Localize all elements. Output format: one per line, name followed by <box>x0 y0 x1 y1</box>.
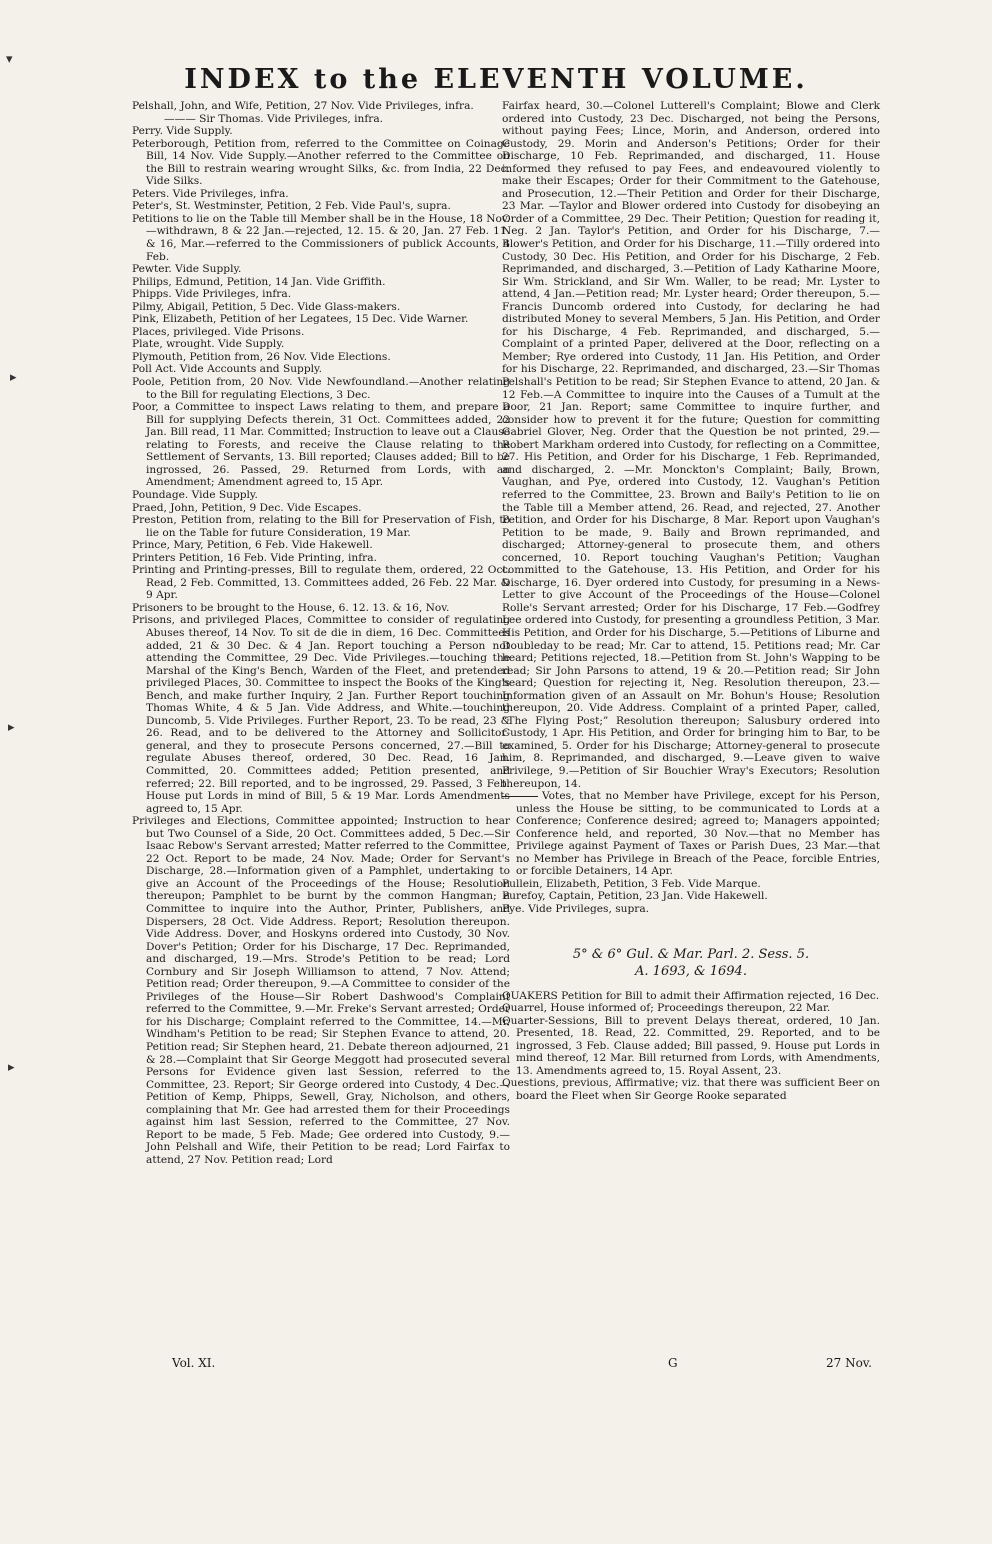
index-entry: Pilmy, Abigail, Petition, 5 Dec. Vide Glass-makers. <box>132 300 401 313</box>
index-entry: Printing and Printing-presses, Bill to regulate them, ordered, 22 Oct. Read, 2 Feb. Committed, 13. Committees added, 26 Feb. 22 Mar. & 9 Apr. <box>132 564 510 602</box>
index-entry: Pewter. Vide Supply. <box>132 263 242 276</box>
session-line-1: 5° & 6° Gul. & Mar. Parl. 2. Sess. 5. <box>572 946 810 962</box>
index-entry: Prince, Mary, Petition, 6 Feb. Vide Hakewell. <box>132 539 373 552</box>
index-entry: Fairfax heard, 30.—Colonel Lutterell's Complaint; Blowe and Clerk ordered into Custody, 23 Dec. Discharged, not being the Persons, without paying Fees; Lince, Morin, and Anderson, ordered into Custody, 29. Morin and Anderson's Petitions; Order for their Discharge, 10 Feb. Reprimanded, and discharged, 11. House informed they refused to pay Fees, and endeavoured violently to make their Escapes; Order for their Commitment to the Gatehouse, and Prosecution, 12.—Their Petition and Order for their Discharge, 23 Mar. —Taylor and Blower ordered into Custody for disobeying an Order of a Committee, 29 Dec. Their Petition; Question for reading it, Neg. 2 Jan. Taylor's Petition, and Order for his Discharge, 7.—Blower's Petition, and Order for his Discharge, 11.—Tilly ordered into Custody, 30 Dec. His Petition, and Order for his Discharge, 2 Feb. Reprimanded, and discharged, 3.—Petition of Lady Katharine Moore, Sir Wm. Strickland, and Sir Wm. Waller, to be read; Mr. Lyster to attend, 4 Jan.—Petition read; Mr. Lyster heard; Order thereupon, 5.—Francis Duncomb ordered into Custody, for declaring he had distributed Money to several Members, 5 Jan. His Petition, and Order for his Discharge, 4 Feb. Reprimanded, and discharged, 5.—Complaint of a printed Paper, delivered at the Door, reflecting on a Member; Rye ordered into Custody, 11 Jan. His Petition, and Order for his Discharge, 22. Reprimanded, and discharged, 23.—Sir Thomas Pelshall's Petition to be read; Sir Stephen Evance to attend, 20 Jan. & 12 Feb.—A Committee to inquire into the Causes of a Tumult at the Door, 21 Jan. Report; same Committee to inquire further, and consider how to prevent it for the future; Question for committing Gabriel Glover, Neg. Order that the Question be not printed, 29.—Robert Markham ordered into Custody, for reflecting on a Committee, 27. His Petition, and Order for his Discharge, 1 Feb. Reprimanded, and discharged, 2. —Mr. Monckton's Complaint; Baily, Brown, Vaughan, and Pye, ordered into Custody, 12. Vaughan's Petition referred to the Committee, 23. Brown and Baily's Petition to lie on the Table till a Member attend, 26. Read, and rejected, 27. Another Petition, and Order for his Discharge, 8 Mar. Report upon Vaughan's Petition to be made, 9. Baily and Brown reprimanded, and discharged; Attorney-general to prosecute them, and others concerned, 10. Report touching Vaughan's Petition; Vaughan committed to the Gatehouse, 13. His Petition, and Order for his Discharge, 16. Dyer ordered into Custody, for presuming in a News-Letter to give Account of the Proceedings of the House—Colonel Rolle's Servant arrested; Order for his Discharge, 17 Feb.—Godfrey Lee ordered into Custody, for presenting a groundless Petition, 3 Mar. His Petition, and Order for his Discharge, 5.—Petitions of Liburne and Doubleday to be read; Mr. Car to attend, 15. Petitions read; Mr. Car heard; Petitions rejected, 18.—Petition from St. John's Wapping to be read; Sir John Parsons to attend, 19 & 20.—Petition read; Sir John heard; Question for rejecting it, Neg. Resolution thereupon, 23.—Information given of an Assault on Mr. Bohun's House; Resolution thereupon, 20. Vide Address. Complaint of a printed Paper, called, “The Flying Post;” Resolution thereupon; Salusbury ordered into Custody, 1 Apr. His Petition, and Order for bringing him to Bar, to be examined, 5. Order for his Discharge; Attorney-general to prosecute him, 8. Reprimanded, and discharged, 9.—Leave given to waive Privilege, 9.—Petition of Sir Bouchier Wray's Executors; Resolution thereupon, 14. <box>502 100 880 790</box>
footer-volume: Vol. XI. <box>172 1356 216 1370</box>
index-entry: Peters. Vide Privileges, infra. <box>132 187 289 200</box>
index-entry: Preston, Petition from, relating to the Bill for Preservation of Fish, to lie on the Table for future Consideration, 19 Mar. <box>132 514 510 539</box>
index-entry: Privileges and Elections, Committee appointed; Instruction to hear but Two Counsel of a Side, 20 Oct. Committees added, 5 Dec.—Sir Isaac Rebow's Servant arrested; Matter referred to the Committee, 22 Oct. Report to be made, 24 Nov. Made; Order for Servant's Discharge, 28.—Information given of a Pamphlet, undertaking to give an Account of the Proceedings of the House; Resolution thereupon; Pamphlet to be burnt by the common Hangman; a Committee to inquire into the Author, Printer, Publishers, and Dispersers, 28 Oct. Vide Address. Report; Resolution thereupon. Vide Address. Dover, and Hoskyns ordered into Custody, 30 Nov. Dover's Petition; Order for his Discharge, 17 Dec. Reprimanded, and discharged, 19.—Mrs. Strode's Petition to be read; Lord Cornbury and Sir Joseph Williamson to attend, 7 Nov. Attend; Petition read; Order thereupon, 9.—A Committee to consider of the Privileges of the House—Sir Robert Dashwood's Complaint referred to the Committee, 9.—Mr. Freke's Servant arrested; Order for his Discharge; Complaint referred to the Committee, 14.—Mr. Windham's Petition to be read; Sir Stephen Evance to attend, 20. Petition read; Sir Stephen heard, 21. Debate thereon adjourned, 21 & 28.—Complaint that Sir George Meggott had prosecuted several Persons for Evidence given last Session, referred to the Committee, 23. Report; Sir George ordered into Custody, 4 Dec.—Petition of Kemp, Phipps, Sewell, Gray, Nicholson, and others, complaining that Mr. Gee had arrested them for their Proceedings against him last Session, referred to the Committee, 27 Nov. Report to be made, 5 Feb. Made; Gee ordered into Custody, 9.—John Pelshall and Wife, their Petition to be read; Lord Fairfax to attend, 27 Nov. Petition read; Lord <box>132 815 510 1166</box>
session-line-2: A. 1693, & 1694. <box>635 963 747 979</box>
index-entry: Peter's, St. Westminster, Petition, 2 Feb. Vide Paul's, supra. <box>132 200 451 213</box>
footer-catchword: 27 Nov. <box>826 1356 872 1370</box>
index-entry: Purefoy, Captain, Petition, 23 Jan. Vide Hakewell. <box>502 890 768 903</box>
index-entry: Perry. Vide Supply. <box>132 125 233 138</box>
index-entry: Phipps. Vide Privileges, infra. <box>132 288 292 301</box>
index-entry: Places, privileged. Vide Prisons. <box>132 325 305 338</box>
footer-signature: G <box>668 1356 678 1370</box>
index-entry: Plate, wrought. Vide Supply. <box>132 338 285 351</box>
index-entry: QUAKERS Petition for Bill to admit their Affirmation rejected, 16 Dec. <box>502 989 880 1002</box>
margin-mark-icon: ▸ <box>8 720 15 735</box>
index-entry: Poundage. Vide Supply. <box>132 488 258 501</box>
index-entry: Pye. Vide Privileges, supra. <box>502 903 650 915</box>
dash-rule <box>502 796 538 797</box>
index-entry: Prisons, and privileged Places, Committee to consider of regulating Abuses thereof, 14 Nov. To sit de die in diem, 16 Dec. Committees added, 21 & 30 Dec. & 4 Jan. Report touching a Person not attending the Committee, 29 Dec. Vide Privileges.—touching the Marshal of the King's Bench, Warden of the Fleet, and pretended privileged Places, 30. Committee to inspect the Books of the King's Bench, and make further Inquiry, 2 Jan. Further Report touching Thomas White, 4 & 5 Jan. Vide Address, and White.—touching Duncomb, 5. Vide Privileges. Further Report, 23. To be read, 23 & 26. Read, and to be delivered to the Attorney and Sollicitor-general, and they to prosecute Persons concerned, 27.—Bill to regulate Abuses thereof, ordered, 30 Dec. Read, 16 Jan. Committed, 20. Committees added; Petition presented, and referred; 22. Bill reported, and to be ingrossed, 29. Passed, 3 Feb. House put Lords in mind of Bill, 5 & 19 Mar. Lords Amendments agreed to, 15 Apr. <box>132 614 510 815</box>
index-entry: Plymouth, Petition from, 26 Nov. Vide Elections. <box>132 350 391 363</box>
index-entry: ——— Sir Thomas. Vide Privileges, infra. <box>164 112 384 125</box>
margin-mark-icon: ▸ <box>10 370 17 385</box>
index-entry: Quarrel, House informed of; Proceedings thereupon, 22 Mar. <box>502 1002 831 1015</box>
index-entry: Pullein, Elizabeth, Petition, 3 Feb. Vide Marque. <box>502 877 761 890</box>
index-entry: Questions, previous, Affirmative; viz. that there was sufficient Beer on board the Fleet when Sir George Rooke separated <box>502 1077 880 1102</box>
index-entry: Poole, Petition from, 20 Nov. Vide Newfoundland.—Another relating to the Bill for regulating Elections, 3 Dec. <box>132 376 510 401</box>
index-entry: Petitions to lie on the Table till Member shall be in the House, 18 Nov.—withdrawn, 8 & 22 Jan.—rejected, 12. 15. & 20, Jan. 27 Feb. 11. & 16, Mar.—referred to the Commissioners of publick Accounts, 4 Feb. <box>132 212 510 263</box>
index-entry: Praed, John, Petition, 9 Dec. Vide Escapes. <box>132 501 362 514</box>
index-entry: Printers Petition, 16 Feb. Vide Printing, infra. <box>132 551 377 564</box>
index-entry: Pink, Elizabeth, Petition of her Legatees, 15 Dec. Vide Warner. <box>132 313 469 326</box>
margin-mark-icon: ▾ <box>6 52 13 67</box>
index-entry: Quarter-Sessions, Bill to prevent Delays thereat, ordered, 10 Jan. Presented, 18. Read, 22. Committed, 29. Reported, and to be ingrossed, 3 Feb. Clause added; Bill passed, 9. House put Lords in mind thereof, 12 Mar. Bill returned from Lords, with Amendments, 13. Amendments agreed to, 15. Royal Assent, 23. <box>502 1014 880 1077</box>
page-title: INDEX to the ELEVENTH VOLUME. <box>184 64 808 95</box>
right-column <box>502 100 880 1102</box>
index-entry: Pelshall, John, and Wife, Petition, 27 Nov. Vide Privileges, infra. <box>132 100 474 112</box>
index-entry: Peterborough, Petition from, referred to the Committee on Coinage Bill, 14 Nov. Vide Supply.—Another referred to the Committee on the Bill to restrain wearing wrought Silks, &c. from India, 22 Dec. Vide Silks. <box>132 137 510 188</box>
index-entry: Poll Act. Vide Accounts and Supply. <box>132 363 322 376</box>
votes-text: Votes, that no Member have Privilege, except for his Person, unless the House be sitting, to be communicated to Lords at a Conference; Conference desired; agreed to; Managers appointed; Conference held, and reported, 30 Nov.—that no Member has Privilege against Payment of Taxes or Parish Dues, 23 Mar.—that no Member has Privilege in Breach of the Peace, forcible Entries, or forcible Detainers, 14 Apr. <box>516 790 880 878</box>
index-entry: Poor, a Committee to inspect Laws relating to them, and prepare a Bill for supplying Defects therein, 31 Oct. Committees added, 22 Jan. Bill read, 11 Mar. Committed; Instruction to leave out a Clause relating to Forests, and receive the Clause relating to the Settlement of Servants, 13. Bill reported; Clauses added; Bill to be ingrossed, 26. Passed, 29. Returned from Lords, with an Amendment; Amendment agreed to, 15 Apr. <box>132 401 510 489</box>
index-entry <box>502 790 880 878</box>
index-entry: Prisoners to be brought to the House, 6. 12. 13. & 16, Nov. <box>132 601 450 614</box>
session-heading <box>502 946 880 980</box>
left-column <box>132 100 510 1166</box>
index-entry: Philips, Edmund, Petition, 14 Jan. Vide Griffith. <box>132 275 386 288</box>
margin-mark-icon: ▸ <box>8 1060 15 1075</box>
